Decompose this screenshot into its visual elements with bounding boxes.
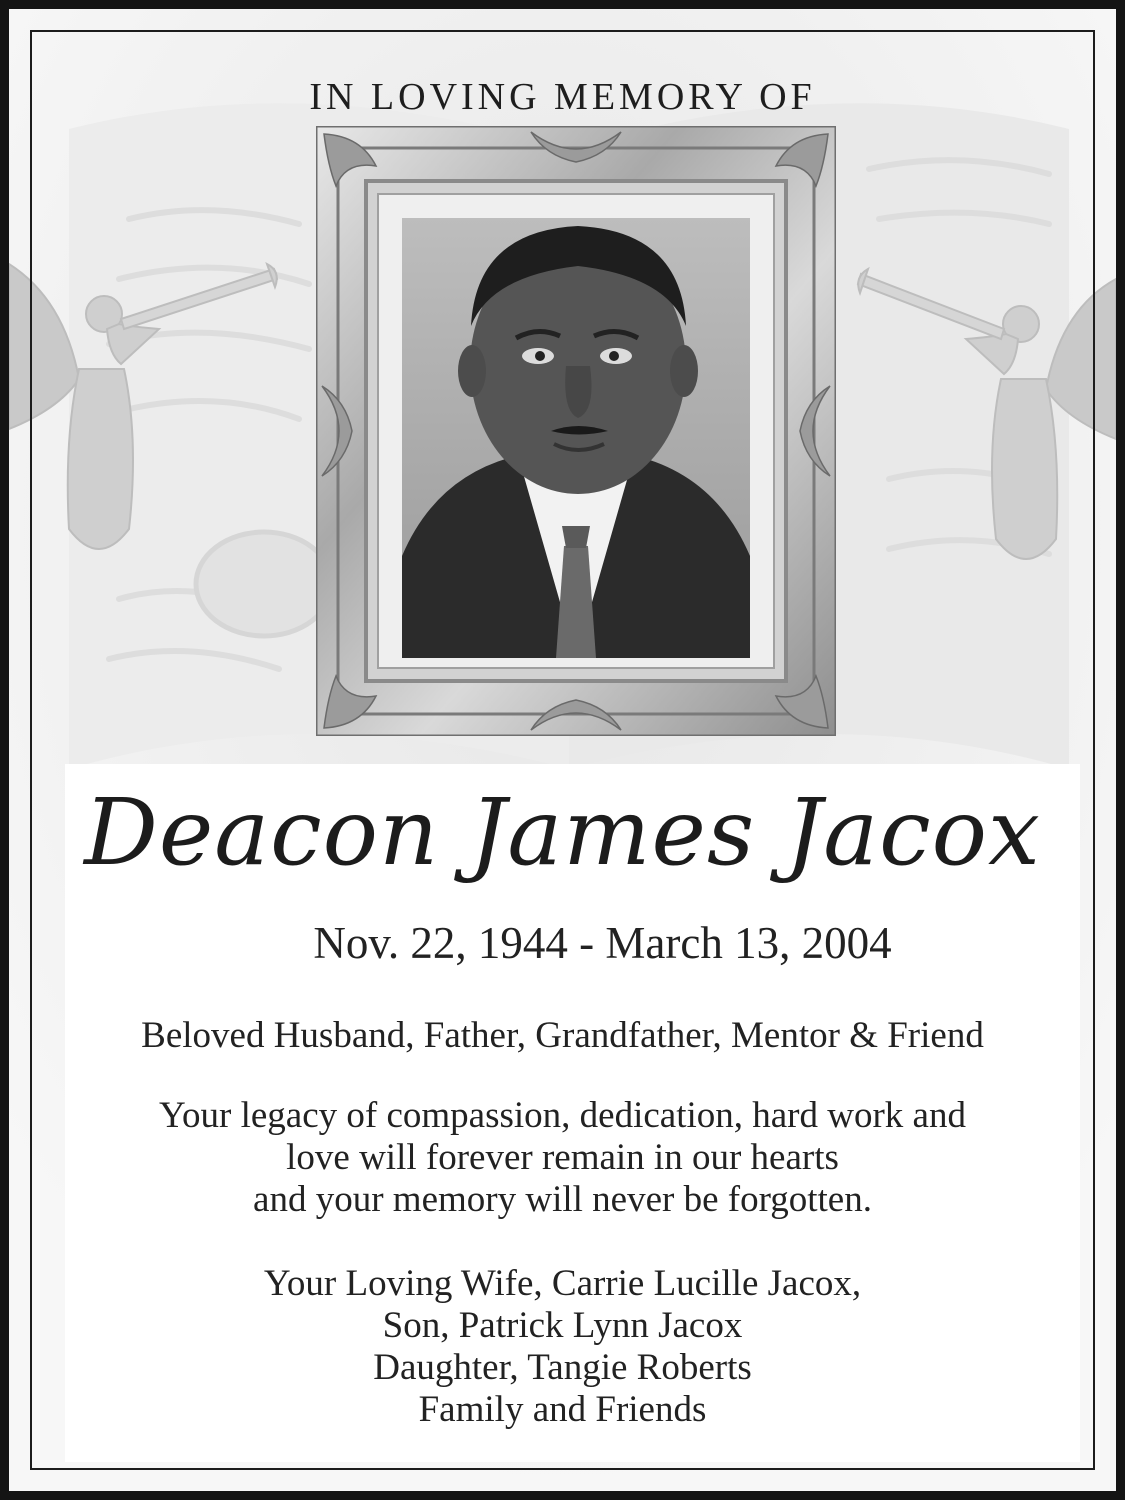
portrait-photo	[402, 218, 750, 658]
tribute-line: love will forever remain in our hearts	[286, 1137, 839, 1178]
family-line: Son, Patrick Lynn Jacox	[382, 1305, 743, 1346]
tribute-line: Your legacy of compassion, dedication, hard work and	[159, 1095, 966, 1136]
tribute-text	[9, 1095, 1116, 1221]
life-dates: Nov. 22, 1944 - March 13, 2004	[313, 918, 892, 968]
family-line: Your Loving Wife, Carrie Lucille Jacox,	[263, 1263, 862, 1304]
family-signature	[9, 1263, 1116, 1431]
family-line: Daughter, Tangie Roberts	[373, 1347, 752, 1388]
tribute-line: and your memory will never be forgotten.	[253, 1179, 872, 1220]
memorial-heading: IN LOVING MEMORY OF	[309, 76, 816, 118]
family-line: Family and Friends	[418, 1389, 707, 1430]
ornate-frame-icon	[316, 126, 836, 736]
deceased-name: Deacon James Jacox	[84, 779, 1041, 886]
roles-line: Beloved Husband, Father, Grandfather, Mentor & Friend	[141, 1015, 984, 1056]
